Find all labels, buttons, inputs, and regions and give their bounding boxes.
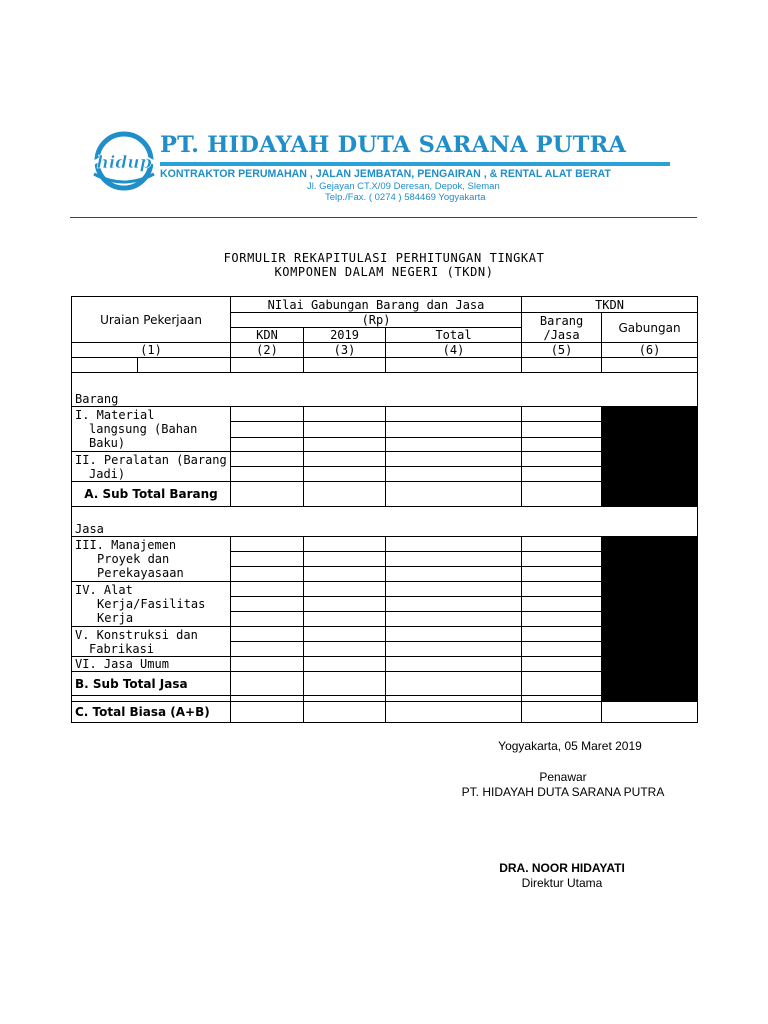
item-material-line: I. Material — [75, 408, 155, 422]
item-alat-kerja-line: Kerja/Fasilitas — [97, 597, 206, 611]
company-logo — [84, 124, 164, 198]
value-cell — [304, 467, 386, 482]
empty-cell — [72, 358, 138, 373]
header-nilai: NIlai Gabungan Barang dan Jasa — [231, 297, 522, 313]
value-cell — [386, 597, 522, 612]
offeror-company: PT. HIDAYAH DUTA SARANA PUTRA — [461, 785, 665, 799]
item-manajemen — [72, 537, 231, 582]
value-cell — [522, 672, 602, 696]
value-cell — [522, 407, 602, 422]
item-material-line: langsung (Bahan — [89, 422, 198, 436]
value-cell — [602, 702, 698, 723]
value-cell — [231, 582, 304, 597]
item-material-line: Baku) — [89, 436, 126, 450]
header-jasa-label: /Jasa — [543, 327, 580, 342]
header-kdn: KDN — [231, 328, 304, 343]
value-cell — [231, 597, 304, 612]
value-cell — [386, 537, 522, 552]
value-cell — [522, 657, 602, 672]
empty-cell — [231, 358, 304, 373]
gabungan-blacked-out — [602, 537, 698, 702]
value-cell — [231, 407, 304, 422]
col-num-6: (6) — [602, 343, 698, 358]
col-num-4: (4) — [386, 343, 522, 358]
value-cell — [522, 552, 602, 567]
header-rp: (Rp) — [231, 313, 522, 328]
value-cell — [231, 657, 304, 672]
value-cell — [522, 482, 602, 507]
value-cell — [304, 657, 386, 672]
item-konstruksi-line: Fabrikasi — [89, 642, 155, 656]
header-gabungan: Gabungan — [602, 313, 698, 343]
item-konstruksi — [72, 627, 231, 657]
value-cell — [304, 438, 386, 452]
value-cell — [386, 627, 522, 642]
col-num-5: (5) — [522, 343, 602, 358]
company-name-underline — [160, 162, 670, 166]
company-tagline: KONTRAKTOR PERUMAHAN , JALAN JEMBATAN, PENGAIRAN , & RENTAL ALAT BERAT — [160, 168, 611, 180]
place-date: Yogyakarta, 05 Maret 2019 — [498, 739, 642, 753]
value-cell — [231, 537, 304, 552]
item-manajemen-line: Proyek dan — [97, 552, 170, 566]
value-cell — [304, 482, 386, 507]
item-alat-kerja-line: Kerja — [97, 611, 134, 625]
value-cell — [231, 642, 304, 657]
value-cell — [231, 702, 304, 723]
value-cell — [386, 482, 522, 507]
value-cell — [304, 582, 386, 597]
logo-text: hidup — [96, 153, 152, 173]
value-cell — [304, 552, 386, 567]
item-peralatan — [72, 452, 231, 482]
value-cell — [231, 672, 304, 696]
value-cell — [304, 702, 386, 723]
value-cell — [386, 438, 522, 452]
value-cell — [231, 567, 304, 582]
value-cell — [386, 407, 522, 422]
value-cell — [522, 627, 602, 642]
value-cell — [231, 438, 304, 452]
letterhead-divider — [70, 217, 697, 218]
company-address: Jl. Gejayan CT.X/09 Deresan, Depok, Sleman — [307, 181, 500, 192]
value-cell — [386, 422, 522, 438]
header-tkdn: TKDN — [522, 297, 698, 313]
section-barang: Barang — [72, 373, 698, 407]
header-barang-label: Barang — [539, 313, 584, 328]
item-alat-kerja — [72, 582, 231, 627]
value-cell — [386, 657, 522, 672]
col-num-3: (3) — [304, 343, 386, 358]
value-cell — [386, 552, 522, 567]
value-cell — [386, 567, 522, 582]
value-cell — [522, 452, 602, 467]
value-cell — [304, 537, 386, 552]
value-cell — [231, 467, 304, 482]
value-cell — [386, 702, 522, 723]
value-cell — [386, 582, 522, 597]
signer-name: DRA. NOOR HIDAYATI — [499, 861, 625, 875]
value-cell — [304, 422, 386, 438]
empty-cell — [602, 358, 698, 373]
col-num-2: (2) — [231, 343, 304, 358]
value-cell — [522, 642, 602, 657]
subtotal-jasa: B. Sub Total Jasa — [72, 672, 231, 696]
value-cell — [522, 438, 602, 452]
empty-cell — [386, 358, 522, 373]
item-konstruksi-line: V. Konstruksi dan — [75, 628, 198, 642]
value-cell — [522, 597, 602, 612]
value-cell — [304, 597, 386, 612]
value-cell — [522, 537, 602, 552]
value-cell — [231, 612, 304, 627]
value-cell — [304, 567, 386, 582]
company-phone: Telp./Fax. ( 0274 ) 584469 Yogyakarta — [325, 192, 486, 203]
value-cell — [304, 612, 386, 627]
gabungan-blacked-out — [602, 407, 698, 507]
offeror-label: Penawar — [539, 770, 587, 784]
value-cell — [386, 612, 522, 627]
header-barang-jasa — [522, 313, 602, 343]
value-cell — [522, 422, 602, 438]
form-title-line-2: KOMPONEN DALAM NEGERI (TKDN) — [274, 265, 494, 279]
value-cell — [386, 672, 522, 696]
value-cell — [386, 467, 522, 482]
empty-cell — [304, 358, 386, 373]
item-jasa-umum: VI. Jasa Umum — [72, 657, 231, 672]
empty-cell — [522, 358, 602, 373]
value-cell — [231, 552, 304, 567]
value-cell — [304, 452, 386, 467]
item-material — [72, 407, 231, 452]
col-num-1: (1) — [72, 343, 231, 358]
item-manajemen-line: III. Manajemen — [75, 538, 177, 552]
value-cell — [231, 422, 304, 438]
value-cell — [304, 407, 386, 422]
total-biasa: C. Total Biasa (A+B) — [72, 702, 231, 723]
value-cell — [386, 452, 522, 467]
value-cell — [304, 627, 386, 642]
item-alat-kerja-line: IV. Alat — [75, 583, 133, 597]
value-cell — [386, 642, 522, 657]
item-peralatan-line: Jadi) — [89, 467, 126, 481]
tkdn-recap-table — [71, 296, 698, 723]
header-total: Total — [386, 328, 522, 343]
value-cell — [231, 452, 304, 467]
header-uraian: Uraian Pekerjaan — [72, 297, 231, 343]
section-jasa: Jasa — [72, 507, 698, 537]
subtotal-barang: A. Sub Total Barang — [72, 482, 231, 507]
form-title-line-1: FORMULIR REKAPITULASI PERHITUNGAN TINGKAT — [223, 251, 545, 265]
value-cell — [522, 702, 602, 723]
value-cell — [522, 582, 602, 597]
value-cell — [231, 627, 304, 642]
item-peralatan-line: II. Peralatan (Barang — [75, 453, 227, 467]
empty-cell — [138, 358, 231, 373]
value-cell — [522, 612, 602, 627]
header-2019: 2019 — [304, 328, 386, 343]
value-cell — [522, 467, 602, 482]
value-cell — [231, 482, 304, 507]
value-cell — [304, 642, 386, 657]
value-cell — [304, 672, 386, 696]
signer-title: Direktur Utama — [521, 876, 603, 890]
item-manajemen-line: Perekayasaan — [97, 566, 184, 580]
value-cell — [522, 567, 602, 582]
company-name: PT. HIDAYAH DUTA SARANA PUTRA — [160, 132, 627, 158]
